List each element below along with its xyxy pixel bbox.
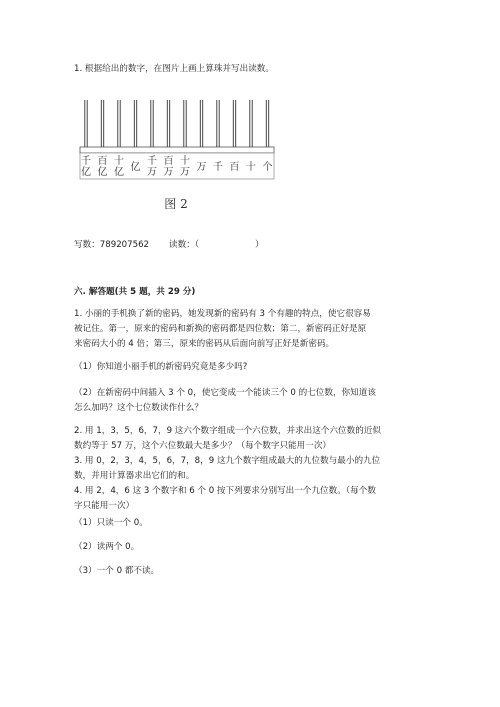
abacus-place-label-12-1: 个 [262, 162, 273, 173]
abacus-place-label-11-1: 十 [246, 162, 256, 173]
problem-1-sub-2-line-1: （2）在新密码中间插入 3 个 0，使它变成一个能读三个 0 的七位数，你知道该 [74, 388, 376, 398]
problem-4-line-2: 字只能用一次） [74, 501, 135, 511]
question-1-title: 1. 根据给出的数字，在图片上画上算珠并写出读数。 [74, 64, 274, 74]
abacus-place-label-6-2: 万 [163, 167, 174, 178]
problem-2-line-1: 2. 用 1，3，5，6，7，9 这六个数字组成一个六位数，并求出这个六位数的近似 [74, 426, 382, 436]
abacus-place-label-1-2: 亿 [81, 167, 91, 178]
abacus-label-box [80, 153, 274, 179]
abacus-place-label-9-1: 千 [213, 162, 223, 173]
section-6-heading: 六. 解答题(共 5 题，共 29 分) [74, 287, 196, 297]
abacus-place-label-2-1: 百 [97, 156, 108, 167]
problem-1-sub-2-line-2: 怎么加吗？这个七位数读作什么？ [74, 403, 203, 413]
problem-1-line-2: 被记住。第一，原来的密码和新换的密码都是四位数；第二，新密码正好是原 [74, 324, 367, 334]
abacus-place-label-7-1: 十 [180, 156, 190, 167]
problem-4-sub-2: （2）读两个 0。 [74, 542, 140, 552]
write-number: 789207562 [99, 240, 150, 250]
read-label: 读数：（ [169, 240, 200, 250]
abacus-place-label-4-1: 亿 [130, 162, 141, 173]
abacus-base-bar [80, 147, 274, 153]
problem-4-sub-3: （3）一个 0 都不读。 [74, 566, 160, 576]
problem-4-sub-1: （1）只读一个 0。 [74, 518, 148, 528]
abacus-place-label-1-1: 千 [81, 156, 91, 167]
problem-1-line-3: 来密码大小的 4 倍；第三，原来的密码从后面向前写正好是新密码。 [74, 339, 335, 349]
write-label: 写数： [74, 240, 100, 250]
abacus-place-label-2-2: 亿 [97, 167, 108, 178]
abacus-place-label-8-1: 万 [196, 162, 207, 173]
abacus-figure [76, 96, 276, 216]
read-close-paren: ） [255, 240, 264, 250]
problem-1-sub-1: （1）你知道小丽手机的新密码究竟是多少吗? [74, 362, 248, 372]
abacus-drawing [76, 96, 276, 216]
problem-3-line-2: 数，并用计算器求出它们的和。 [74, 471, 195, 481]
abacus-place-label-3-1: 十 [114, 156, 124, 167]
abacus-place-label-7-2: 万 [180, 167, 190, 178]
abacus-place-label-10-1: 百 [229, 162, 240, 173]
problem-3-line-1: 3. 用 0，2，3，4，5，6，7，8，9 这九个数字组成最大的九位数与最小的九位 [74, 456, 381, 466]
abacus-place-label-5-1: 千 [147, 156, 157, 167]
figure-caption: 图 2 [164, 197, 188, 211]
problem-2-line-2: 数约等于 57 万，这个六位数最大是多少？（每个数字只能用一次） [74, 441, 332, 451]
abacus-place-label-5-2: 万 [147, 167, 157, 178]
abacus-place-label-3-2: 亿 [114, 167, 124, 178]
problem-1-line-1: 1. 小丽的手机换了新的密码，她发现新的密码有 3 个有趣的特点，使它很容易 [74, 309, 371, 319]
abacus-place-label-6-1: 百 [163, 156, 174, 167]
problem-4-line-1: 4. 用 2，4，6 这 3 个数字和 6 个 0 按下列要求分别写出一个九位数。（每个数 [74, 486, 376, 496]
write-number-line [74, 238, 264, 252]
